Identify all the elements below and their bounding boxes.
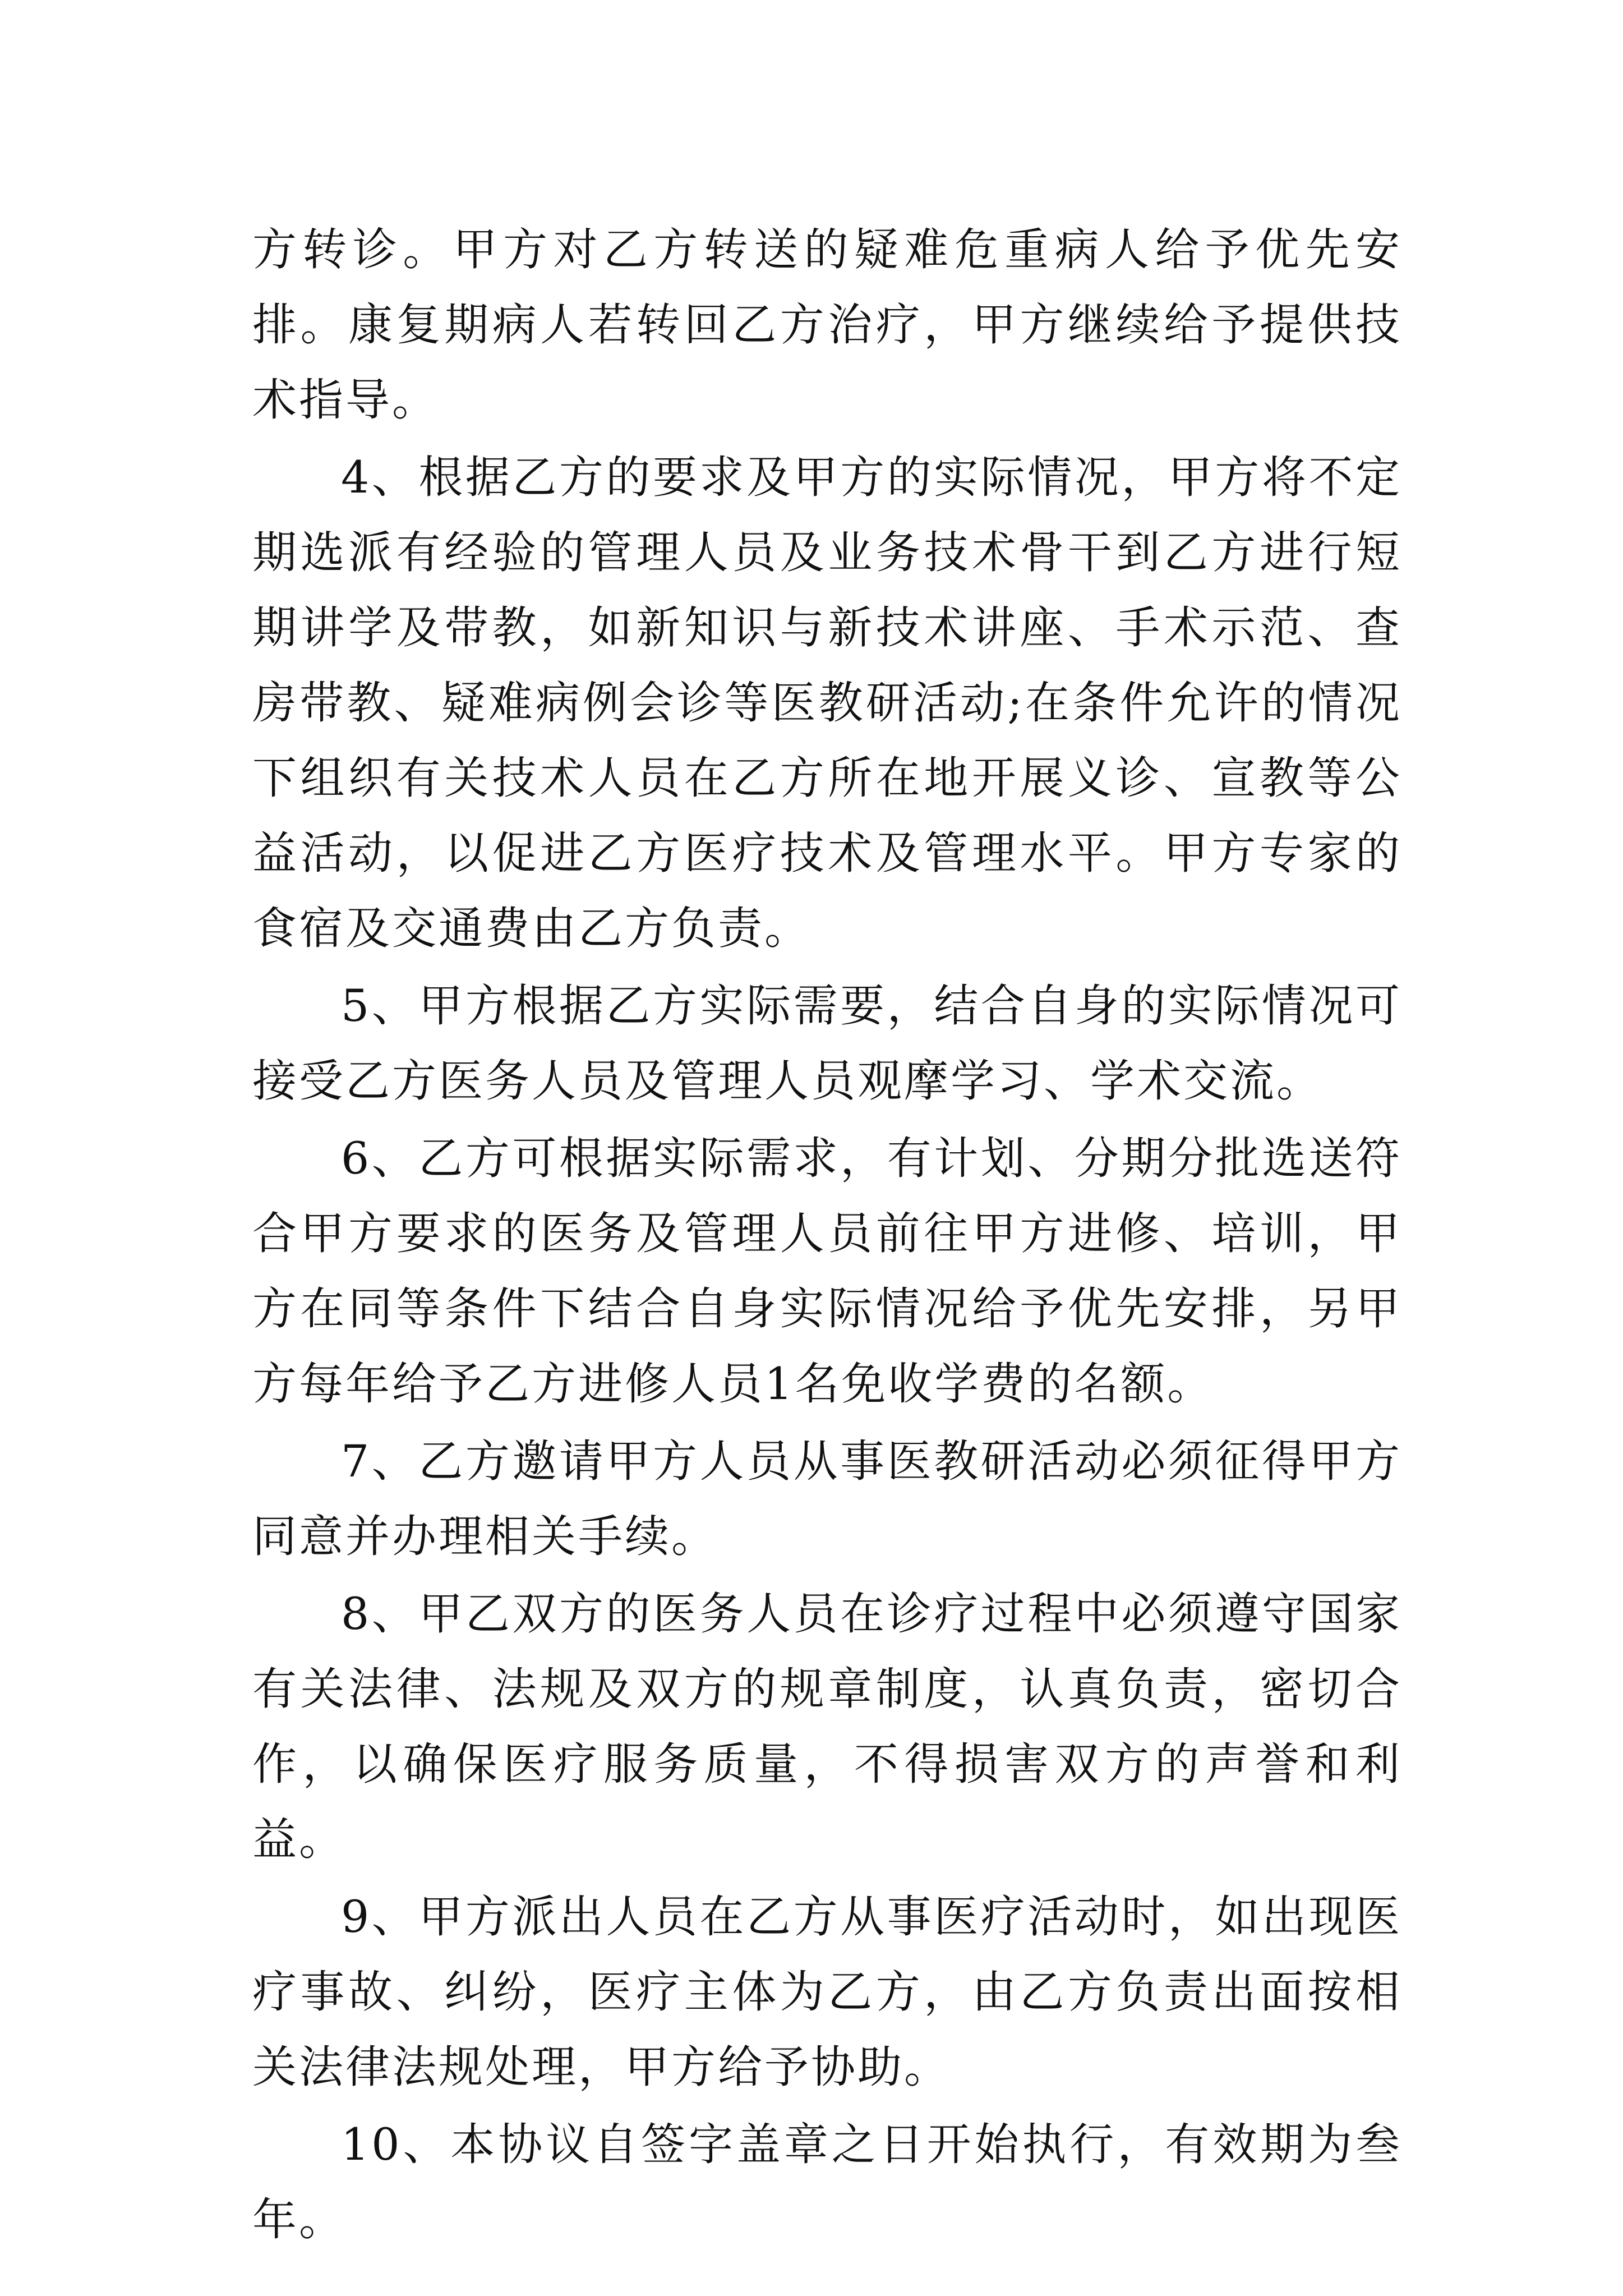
paragraph-clause-4: 4、根据乙方的要求及甲方的实际情况，甲方将不定期选派有经验的管理人员及业务技术骨干到乙方进行短期讲学及带教，如新知识与新技术讲座、手术示范、查房带教、疑难病例会诊等医教研活动;在条件允许的情况下组织有关技术人员在乙方所在地开展义诊、宣教等公益活动，以促进乙方医疗技术及管理水平。甲方专家的食宿及交通费由乙方负责。 bbox=[252, 452, 1402, 954]
paragraph-referral-continuation: 方转诊。甲方对乙方转送的疑难危重病人给予优先安排。康复期病人若转回乙方治疗，甲方继续给予提供技术指导。 bbox=[252, 224, 1402, 426]
paragraph-clause-8: 8、甲乙双方的医务人员在诊疗过程中必须遵守国家有关法律、法规及双方的规章制度，认真负责，密切合作，以确保医疗服务质量，不得损害双方的声誉和利益。 bbox=[252, 1588, 1402, 1865]
paragraph-clause-9: 9、甲方派出人员在乙方从事医疗活动时，如出现医疗事故、纠纷，医疗主体为乙方，由乙方负责出面按相关法律法规处理，甲方给予协助。 bbox=[252, 1891, 1402, 2093]
paragraph-clause-7: 7、乙方邀请甲方人员从事医教研活动必须征得甲方同意并办理相关手续。 bbox=[252, 1435, 1402, 1562]
paragraph-clause-10: 10、本协议自签字盖章之日开始执行，有效期为叁年。 bbox=[252, 2119, 1402, 2246]
paragraph-clause-5: 5、甲方根据乙方实际需要，结合自身的实际情况可接受乙方医务人员及管理人员观摩学习、学术交流。 bbox=[252, 980, 1402, 1107]
document-body bbox=[252, 212, 1402, 2260]
paragraph-clause-6: 6、乙方可根据实际需求，有计划、分期分批选送符合甲方要求的医务及管理人员前往甲方进修、培训，甲方在同等条件下结合自身实际情况给予优先安排，另甲方每年给予乙方进修人员1名免收学费的名额。 bbox=[252, 1133, 1402, 1410]
